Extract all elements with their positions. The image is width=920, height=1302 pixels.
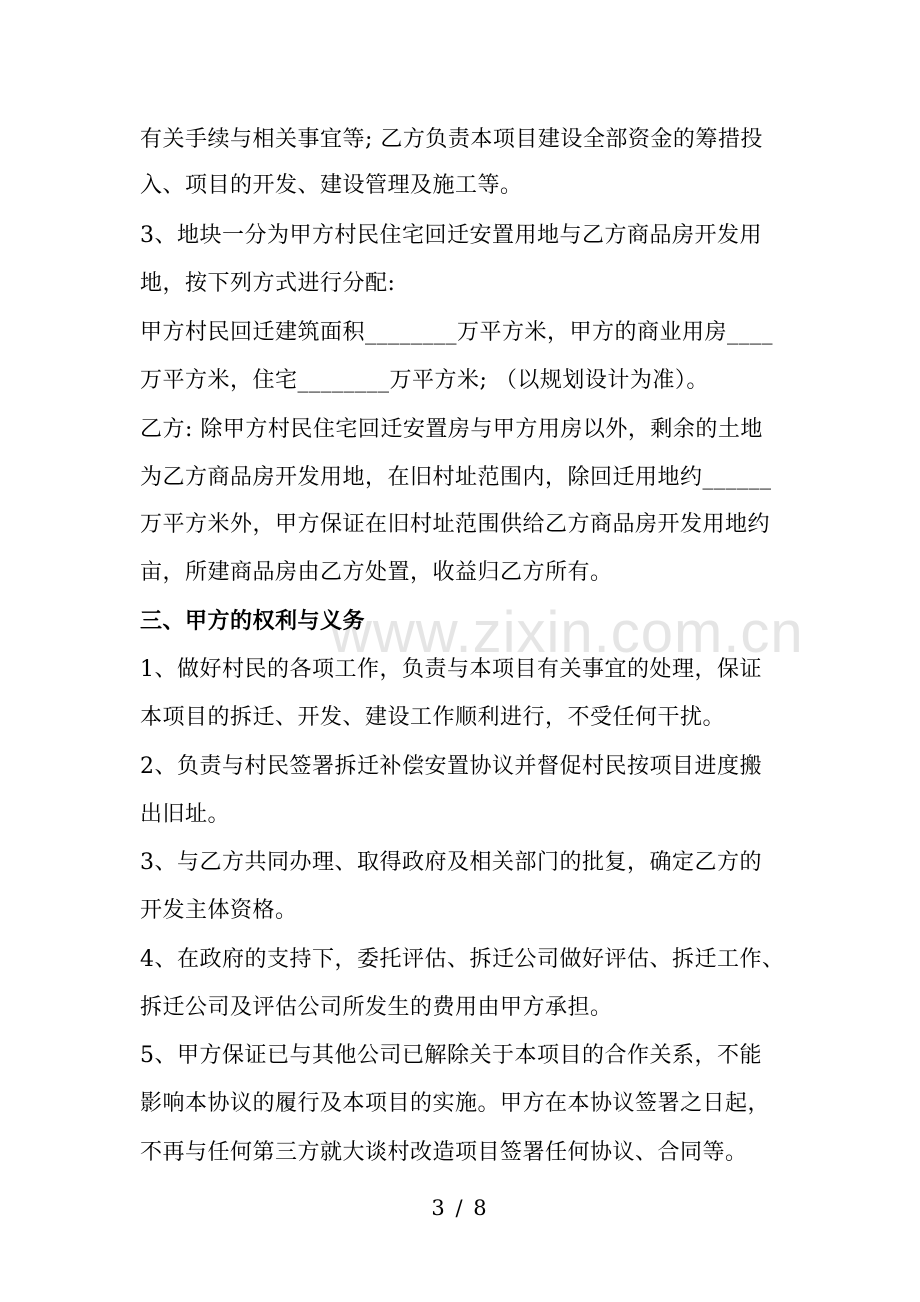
text-line: 有关手续与相关事宜等; 乙方负责本项目建设全部资金的筹措投	[140, 127, 763, 152]
section-heading: 三、甲方的权利与义务	[140, 608, 366, 634]
text-line: 2、负责与村民签署拆迁补偿安置协议并督促村民按项目进度搬	[140, 754, 762, 779]
text-line: 万平方米，住宅________万平方米; （以规划设计为准）。	[140, 368, 709, 393]
watermark-text: www.zixin.com.cn	[330, 600, 804, 665]
text-line: 不再与任何第三方就大谈村改造项目签署任何协议、合同等。	[140, 1140, 748, 1165]
text-line: 4、在政府的支持下，委托评估、拆迁公司做好评估、拆迁工作、	[140, 947, 785, 972]
text-line: 出旧址。	[140, 802, 231, 827]
text-line: 亩，所建商品房由乙方处置，收益归乙方所有。	[140, 560, 613, 585]
text-line: 3、与乙方共同办理、取得政府及相关部门的批复，确定乙方的	[140, 850, 762, 875]
text-line: 为乙方商品房开发用地，在旧村址范围内，除回迁用地约______	[140, 465, 772, 490]
text-line: 入、项目的开发、建设管理及施工等。	[140, 173, 523, 198]
text-line: 地，按下列方式进行分配:	[140, 271, 396, 296]
text-line: 5、甲方保证已与其他公司已解除关于本项目的合作关系，不能	[140, 1043, 762, 1068]
text-line: 影响本协议的履行及本项目的实施。甲方在本协议签署之日起，	[140, 1091, 771, 1116]
text-line: 1、做好村民的各项工作，负责与本项目有关事宜的处理，保证	[140, 657, 762, 682]
text-line: 甲方村民回迁建筑面积________万平方米，甲方的商业用房____	[140, 320, 774, 345]
text-line: 3、地块一分为甲方村民住宅回迁安置用地与乙方商品房开发用	[140, 223, 762, 248]
text-line: 万平方米外，甲方保证在旧村址范围供给乙方商品房开发用地约	[140, 512, 771, 537]
text-line: 拆迁公司及评估公司所发生的费用由甲方承担。	[140, 995, 613, 1020]
page-number: 3 / 8	[431, 1196, 489, 1220]
text-line: 开发主体资格。	[140, 898, 298, 923]
text-line: 本项目的拆迁、开发、建设工作顺利进行，不受任何干扰。	[140, 705, 726, 730]
text-line: 乙方: 除甲方村民住宅回迁安置房与甲方用房以外，剩余的土地	[140, 417, 763, 442]
